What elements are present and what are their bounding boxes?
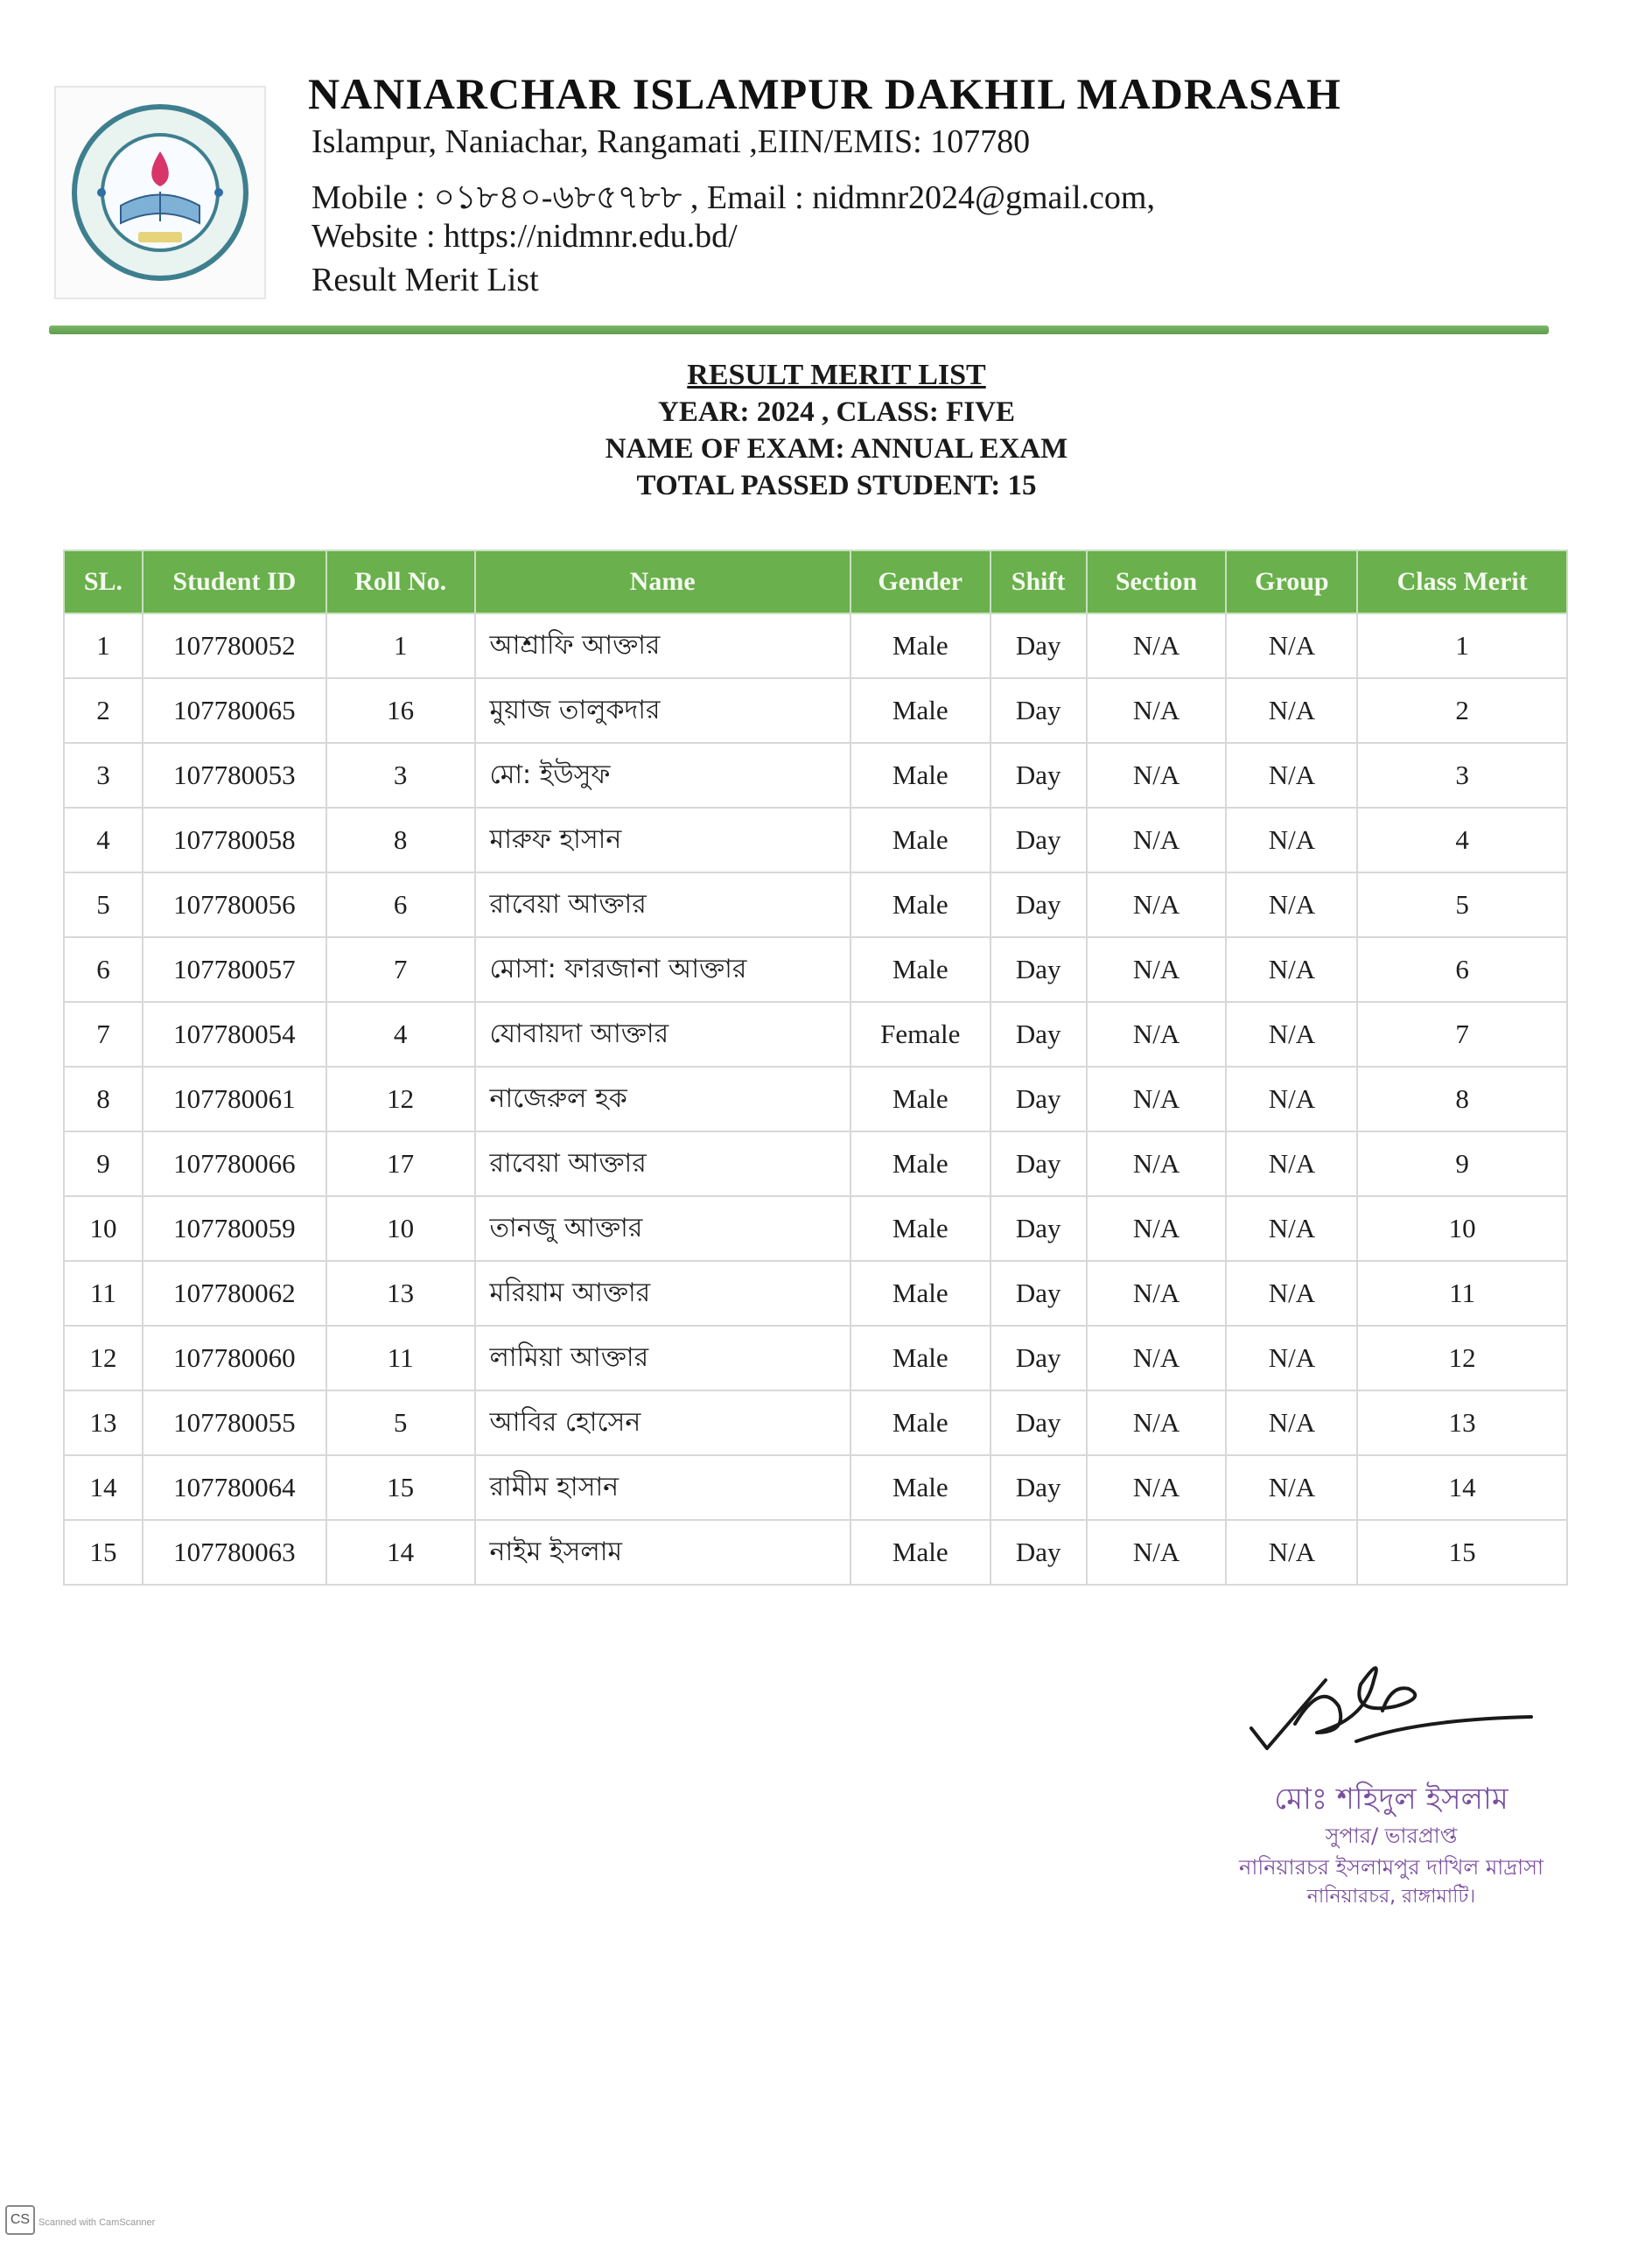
institution-website: Website : https://nidmnr.edu.bd/ xyxy=(312,218,738,255)
signature-mark xyxy=(1242,1645,1540,1776)
cell-name: রামীম হাসান xyxy=(475,1455,850,1520)
cell-roll: 17 xyxy=(326,1131,475,1196)
merit-table xyxy=(63,550,1568,1586)
cell-section: N/A xyxy=(1087,1261,1227,1326)
cell-class-merit: 6 xyxy=(1357,937,1567,1002)
cell-student-id: 107780060 xyxy=(143,1326,326,1390)
cell-group: N/A xyxy=(1226,1326,1357,1390)
cell-roll: 8 xyxy=(326,808,475,872)
madrasah-logo xyxy=(54,86,266,299)
cell-sl: 10 xyxy=(64,1196,143,1261)
cell-group: N/A xyxy=(1226,1520,1357,1585)
cell-section: N/A xyxy=(1087,1455,1227,1520)
cell-gender: Male xyxy=(850,613,990,678)
document-subtitle: Result Merit List xyxy=(312,262,539,298)
cell-roll: 13 xyxy=(326,1261,475,1326)
cell-gender: Male xyxy=(850,1520,990,1585)
title-block xyxy=(0,357,1652,504)
cell-name: আবির হোসেন xyxy=(475,1390,850,1455)
emblem-icon xyxy=(68,101,252,284)
cell-gender: Male xyxy=(850,1455,990,1520)
cell-shift: Day xyxy=(990,1002,1087,1067)
cell-name: তানজু আক্তার xyxy=(475,1196,850,1261)
cell-shift: Day xyxy=(990,1261,1087,1326)
cell-section: N/A xyxy=(1087,1067,1227,1131)
table-row xyxy=(64,1455,1567,1520)
cell-name: আশ্রাফি আক্তার xyxy=(475,613,850,678)
col-header-sl: SL. xyxy=(64,550,143,613)
cell-roll: 14 xyxy=(326,1520,475,1585)
cell-student-id: 107780064 xyxy=(143,1455,326,1520)
cell-class-merit: 7 xyxy=(1357,1002,1567,1067)
cell-roll: 10 xyxy=(326,1196,475,1261)
cell-class-merit: 5 xyxy=(1357,872,1567,937)
cell-student-id: 107780054 xyxy=(143,1002,326,1067)
cell-name: মোসা: ফারজানা আক্তার xyxy=(475,937,850,1002)
col-header-name: Name xyxy=(475,550,850,613)
exam-name-line: NAME OF EXAM: ANNUAL EXAM xyxy=(605,433,1068,465)
cell-shift: Day xyxy=(990,937,1087,1002)
cell-gender: Male xyxy=(850,1196,990,1261)
cell-roll: 16 xyxy=(326,678,475,743)
cell-group: N/A xyxy=(1226,1390,1357,1455)
cell-class-merit: 14 xyxy=(1357,1455,1567,1520)
cell-name: মুয়াজ তালুকদার xyxy=(475,678,850,743)
cell-class-merit: 10 xyxy=(1357,1196,1567,1261)
cell-section: N/A xyxy=(1087,1326,1227,1390)
col-header-group: Group xyxy=(1226,550,1357,613)
cell-shift: Day xyxy=(990,1520,1087,1585)
signatory-designation: সুপার/ ভারপ্রাপ্ত xyxy=(1325,1824,1458,1848)
table-row xyxy=(64,1326,1567,1390)
cell-group: N/A xyxy=(1226,1261,1357,1326)
table-row xyxy=(64,1520,1567,1585)
cell-group: N/A xyxy=(1226,937,1357,1002)
col-header-student-id: Student ID xyxy=(143,550,326,613)
cell-name: রাবেয়া আক্তার xyxy=(475,1131,850,1196)
cell-shift: Day xyxy=(990,872,1087,937)
cell-gender: Male xyxy=(850,678,990,743)
cell-shift: Day xyxy=(990,1455,1087,1520)
cell-section: N/A xyxy=(1087,872,1227,937)
cell-group: N/A xyxy=(1226,1196,1357,1261)
cell-section: N/A xyxy=(1087,808,1227,872)
cell-sl: 6 xyxy=(64,937,143,1002)
cell-sl: 7 xyxy=(64,1002,143,1067)
institution-address: Islampur, Naniachar, Rangamati ,EIIN/EMIS: 107780 xyxy=(312,123,1031,160)
cell-gender: Male xyxy=(850,937,990,1002)
cell-group: N/A xyxy=(1226,1002,1357,1067)
cell-student-id: 107780059 xyxy=(143,1196,326,1261)
col-header-class-merit: Class Merit xyxy=(1357,550,1567,613)
cell-sl: 5 xyxy=(64,872,143,937)
cell-shift: Day xyxy=(990,1067,1087,1131)
table-row xyxy=(64,1067,1567,1131)
cell-sl: 15 xyxy=(64,1520,143,1585)
total-passed-line: TOTAL PASSED STUDENT: 15 xyxy=(636,470,1037,501)
signatory-institution: নানিয়ারচর ইসলামপুর দাখিল মাদ্রাসা xyxy=(1239,1855,1544,1880)
cell-roll: 6 xyxy=(326,872,475,937)
cell-class-merit: 1 xyxy=(1357,613,1567,678)
cell-student-id: 107780066 xyxy=(143,1131,326,1196)
cell-name: লামিয়া আক্তার xyxy=(475,1326,850,1390)
cell-group: N/A xyxy=(1226,808,1357,872)
cell-roll: 12 xyxy=(326,1067,475,1131)
cell-student-id: 107780065 xyxy=(143,678,326,743)
cell-gender: Male xyxy=(850,1390,990,1455)
cell-shift: Day xyxy=(990,808,1087,872)
cell-roll: 7 xyxy=(326,937,475,1002)
col-header-gender: Gender xyxy=(850,550,990,613)
cell-shift: Day xyxy=(990,1390,1087,1455)
cell-student-id: 107780057 xyxy=(143,937,326,1002)
year-class-line: YEAR: 2024 , CLASS: FIVE xyxy=(658,396,1015,428)
signatory-name: মোঃ শহিদুল ইসলাম xyxy=(1274,1782,1508,1817)
cell-shift: Day xyxy=(990,1131,1087,1196)
cell-student-id: 107780052 xyxy=(143,613,326,678)
cell-gender: Male xyxy=(850,808,990,872)
cell-gender: Male xyxy=(850,1067,990,1131)
cell-class-merit: 9 xyxy=(1357,1131,1567,1196)
table-row xyxy=(64,808,1567,872)
cell-section: N/A xyxy=(1087,1196,1227,1261)
cell-sl: 14 xyxy=(64,1455,143,1520)
cell-sl: 12 xyxy=(64,1326,143,1390)
cell-sl: 1 xyxy=(64,613,143,678)
cell-group: N/A xyxy=(1226,613,1357,678)
cell-shift: Day xyxy=(990,678,1087,743)
cell-gender: Male xyxy=(850,1326,990,1390)
cell-section: N/A xyxy=(1087,743,1227,808)
cell-sl: 2 xyxy=(64,678,143,743)
cell-group: N/A xyxy=(1226,1131,1357,1196)
table-header-row xyxy=(64,550,1567,613)
table-body xyxy=(64,613,1567,1585)
table-row xyxy=(64,1131,1567,1196)
header-divider xyxy=(49,326,1549,334)
cell-roll: 4 xyxy=(326,1002,475,1067)
table-row xyxy=(64,1002,1567,1067)
cell-gender: Male xyxy=(850,1131,990,1196)
cell-section: N/A xyxy=(1087,678,1227,743)
table-row xyxy=(64,678,1567,743)
cell-name: রাবেয়া আক্তার xyxy=(475,872,850,937)
table-row xyxy=(64,872,1567,937)
signature-block xyxy=(1208,1645,1575,1934)
cell-roll: 3 xyxy=(326,743,475,808)
cell-class-merit: 15 xyxy=(1357,1520,1567,1585)
cell-section: N/A xyxy=(1087,1002,1227,1067)
cell-class-merit: 11 xyxy=(1357,1261,1567,1326)
cell-section: N/A xyxy=(1087,613,1227,678)
table-row xyxy=(64,1196,1567,1261)
cell-name: যোবায়দা আক্তার xyxy=(475,1002,850,1067)
col-header-shift: Shift xyxy=(990,550,1087,613)
cell-shift: Day xyxy=(990,613,1087,678)
cell-name: মরিয়াম আক্তার xyxy=(475,1261,850,1326)
table-row xyxy=(64,613,1567,678)
cell-student-id: 107780063 xyxy=(143,1520,326,1585)
cell-class-merit: 12 xyxy=(1357,1326,1567,1390)
institution-contact: Mobile : ০১৮৪০-৬৮৫৭৮৮ , Email : nidmnr2024@gmail.com, xyxy=(312,179,1155,216)
cell-sl: 8 xyxy=(64,1067,143,1131)
merit-list-title: RESULT MERIT LIST xyxy=(687,359,986,391)
cell-section: N/A xyxy=(1087,1520,1227,1585)
cell-sl: 11 xyxy=(64,1261,143,1326)
cell-student-id: 107780055 xyxy=(143,1390,326,1455)
cell-shift: Day xyxy=(990,1196,1087,1261)
cell-student-id: 107780056 xyxy=(143,872,326,937)
cell-section: N/A xyxy=(1087,1390,1227,1455)
col-header-section: Section xyxy=(1087,550,1227,613)
cell-gender: Male xyxy=(850,1261,990,1326)
cell-group: N/A xyxy=(1226,872,1357,937)
cell-roll: 1 xyxy=(326,613,475,678)
col-header-roll: Roll No. xyxy=(326,550,475,613)
cell-roll: 5 xyxy=(326,1390,475,1455)
cell-group: N/A xyxy=(1226,678,1357,743)
cell-section: N/A xyxy=(1087,1131,1227,1196)
cell-name: মারুফ হাসান xyxy=(475,808,850,872)
cell-student-id: 107780058 xyxy=(143,808,326,872)
cell-gender: Male xyxy=(850,872,990,937)
table-row xyxy=(64,1261,1567,1326)
signatory-location: নানিয়ারচর, রাঙ্গামাটি। xyxy=(1306,1886,1476,1908)
table-row xyxy=(64,937,1567,1002)
cell-gender: Male xyxy=(850,743,990,808)
camscanner-icon: CS xyxy=(5,2205,35,2235)
cell-class-merit: 13 xyxy=(1357,1390,1567,1455)
cell-class-merit: 2 xyxy=(1357,678,1567,743)
cell-section: N/A xyxy=(1087,937,1227,1002)
cell-sl: 13 xyxy=(64,1390,143,1455)
cell-sl: 4 xyxy=(64,808,143,872)
cell-roll: 15 xyxy=(326,1455,475,1520)
cell-shift: Day xyxy=(990,743,1087,808)
cell-name: নাজেরুল হক xyxy=(475,1067,850,1131)
cell-sl: 9 xyxy=(64,1131,143,1196)
table-row xyxy=(64,743,1567,808)
cell-student-id: 107780061 xyxy=(143,1067,326,1131)
cell-group: N/A xyxy=(1226,743,1357,808)
institution-name: NANIARCHAR ISLAMPUR DAKHIL MADRASAH xyxy=(308,69,1341,118)
cell-student-id: 107780062 xyxy=(143,1261,326,1326)
cell-name: মো: ইউসুফ xyxy=(475,743,850,808)
cell-student-id: 107780053 xyxy=(143,743,326,808)
cell-name: নাইম ইসলাম xyxy=(475,1520,850,1585)
cell-group: N/A xyxy=(1226,1455,1357,1520)
cell-sl: 3 xyxy=(64,743,143,808)
table-row xyxy=(64,1390,1567,1455)
cell-class-merit: 3 xyxy=(1357,743,1567,808)
cell-group: N/A xyxy=(1226,1067,1357,1131)
cell-class-merit: 4 xyxy=(1357,808,1567,872)
cell-roll: 11 xyxy=(326,1326,475,1390)
cell-class-merit: 8 xyxy=(1357,1067,1567,1131)
cell-shift: Day xyxy=(990,1326,1087,1390)
scanner-caption: Scanned with CamScanner xyxy=(38,2217,156,2228)
cell-gender: Female xyxy=(850,1002,990,1067)
